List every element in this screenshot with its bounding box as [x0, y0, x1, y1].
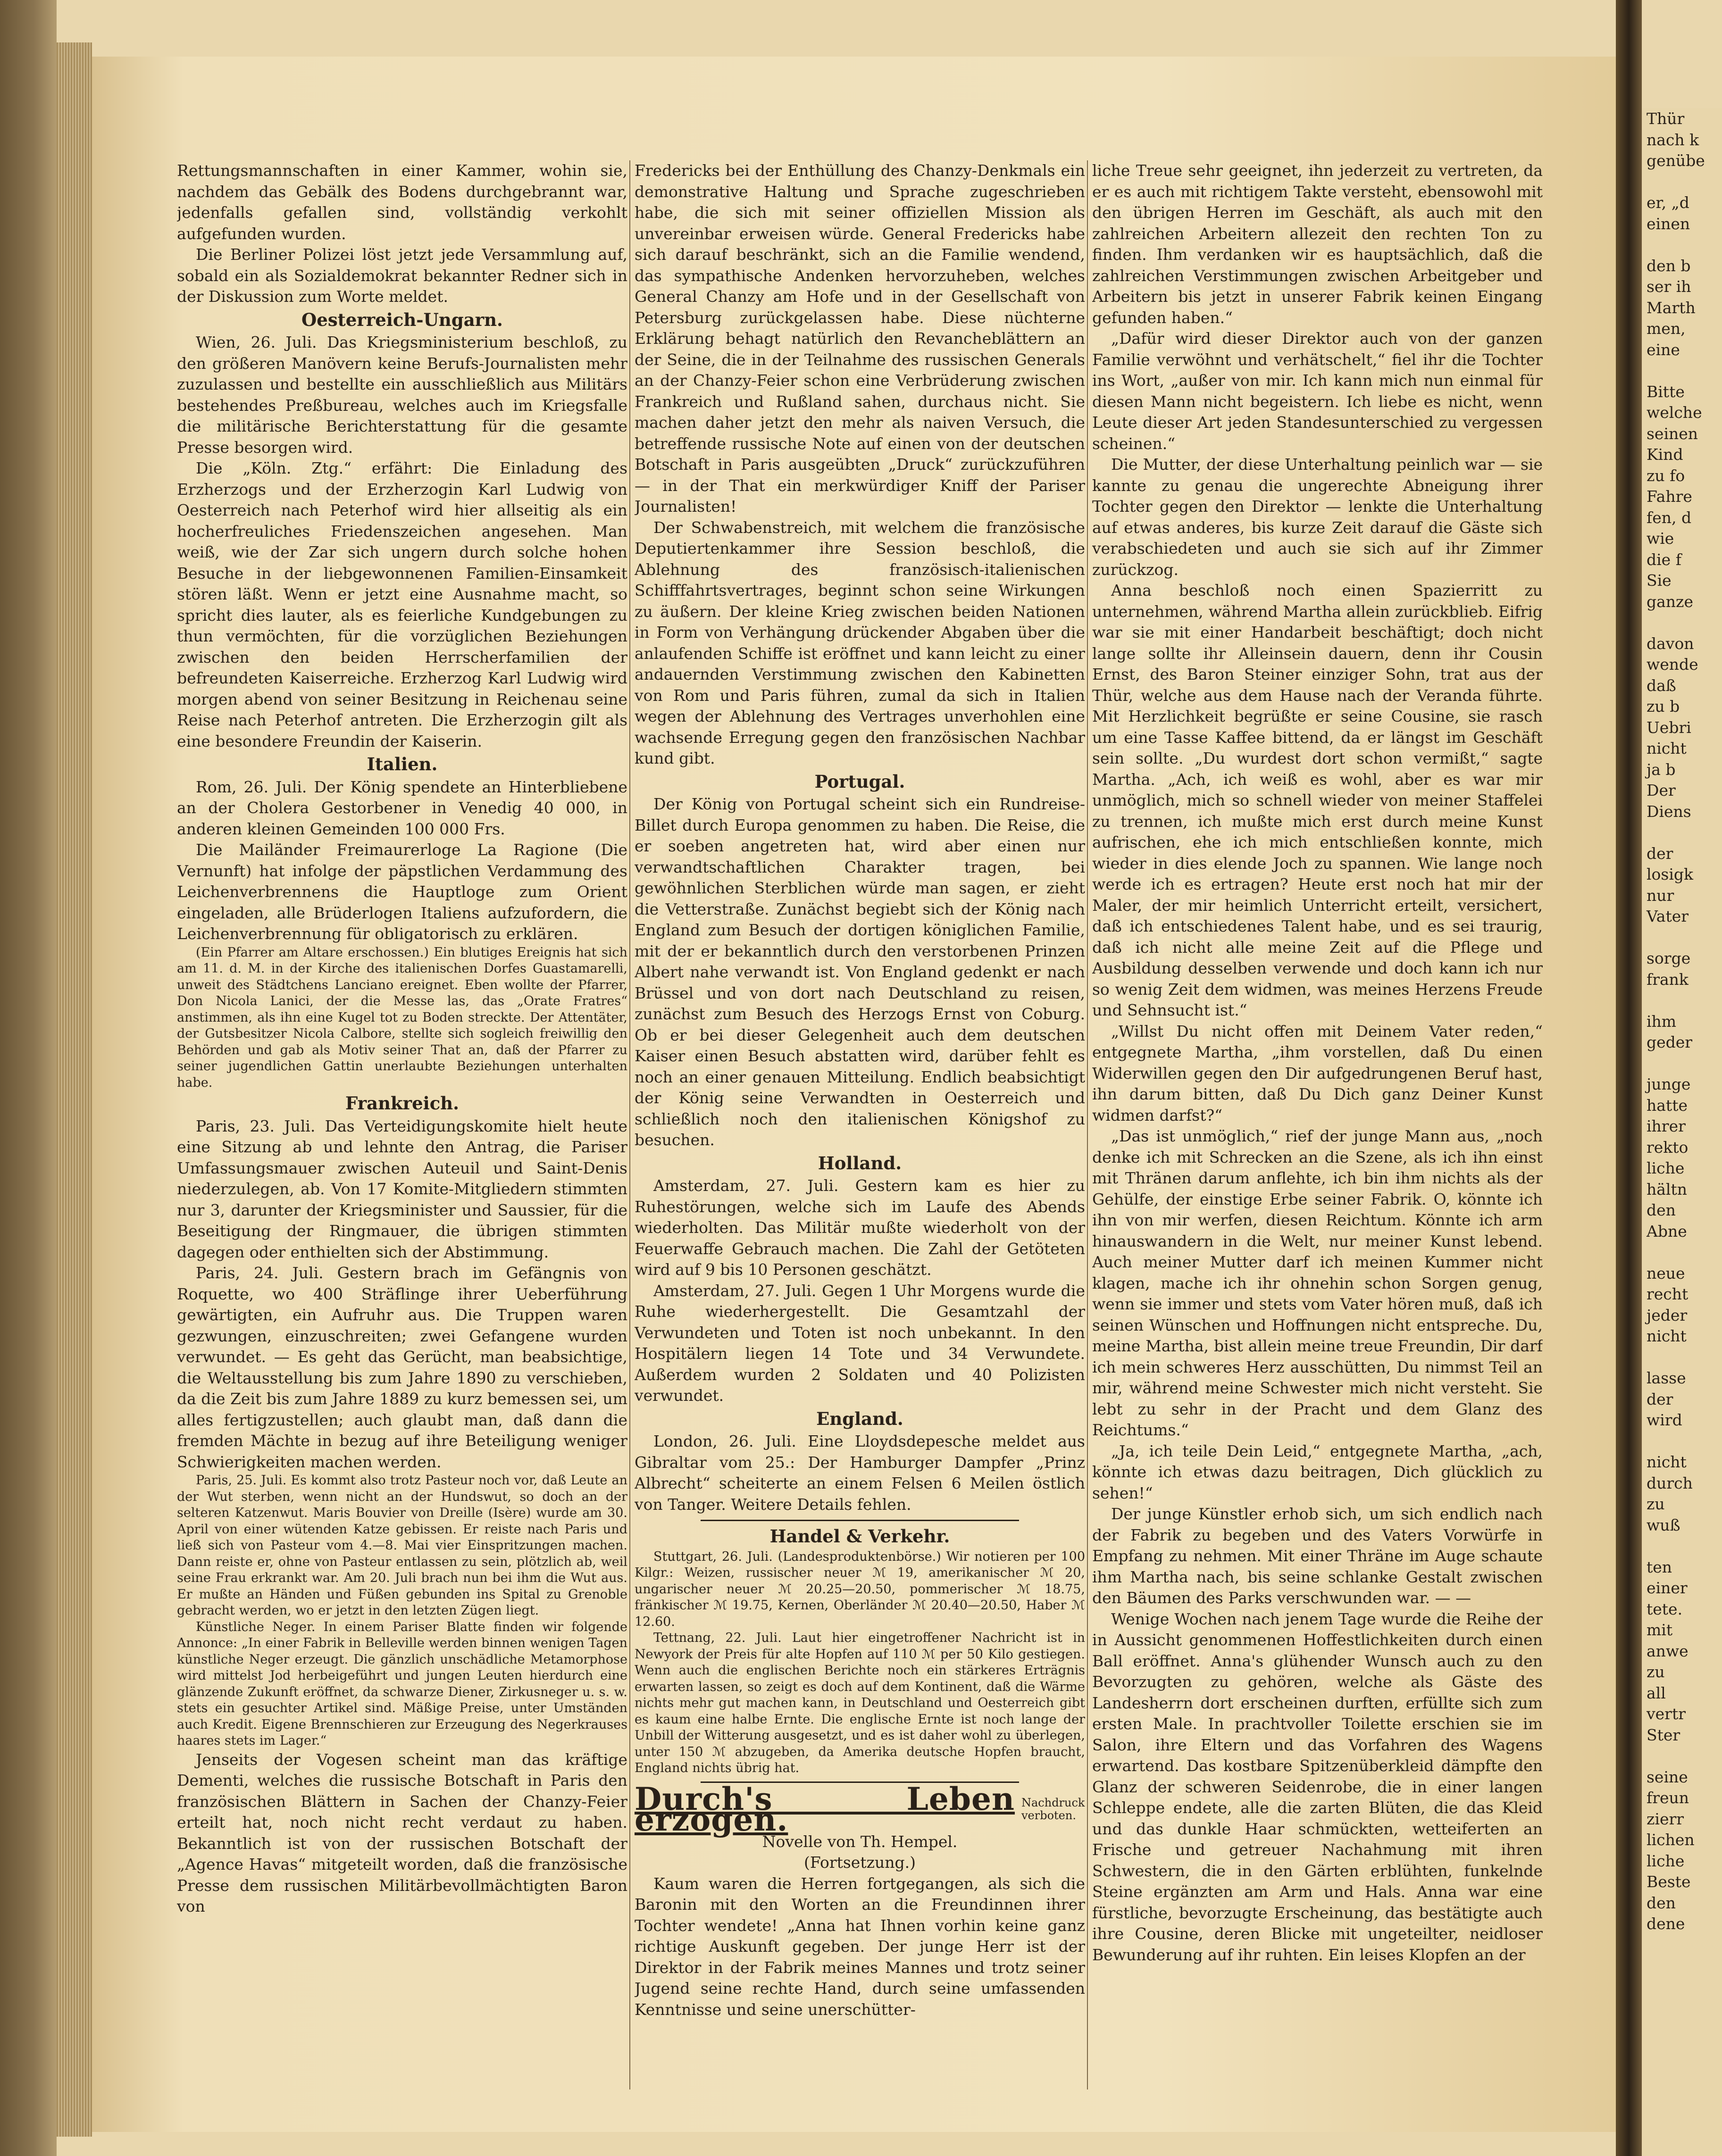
next-page-fragment: nur [1647, 886, 1674, 905]
next-page-fragment: Der [1647, 781, 1676, 799]
next-page-fragment: seine [1647, 1767, 1688, 1786]
article-paragraph: Die „Köln. Ztg.“ erfährt: Die Einladung des Erzherzogs und der Erzherzogin Karl Ludwig von Oesterreich nach Peterhof wird hier allseitig als ein hocherfreuliches Friedenszeichen angesehen. Man weiß, wie der Zar sich ungern durch solche hohen Besuche in der liebgewonnenen Familien-Einsamkeit stören läßt. Wenn er jetzt eine Ausnahme macht, so spricht dies lauter, als es feierliche Kundgebungen zu thun vermöchten, für die vorzüglichen Beziehungen zwischen den beiden Herrscherfamilien der befreundeten Kaiserreiche. Erzherzog Karl Ludwig wird morgen abend von seiner Besitzung in Reichenau seine Reise nach Peterhof antreten. Die Erzherzogin gilt als eine besondere Freundin der Kaiserin. [177, 459, 627, 750]
next-page-fragment: seinen [1647, 424, 1698, 443]
next-page-fragment: Kind [1647, 445, 1683, 464]
news-column-2 [635, 160, 1085, 2089]
next-page-fragment [1647, 612, 1722, 633]
next-page-fragment: frank [1647, 970, 1689, 989]
article-paragraph: Die Berliner Polizei löst jetzt jede Versammlung auf, sobald ein als Sozialdemokrat bekannter Redner sich in der Diskussion zum Worte meldet. [177, 245, 627, 306]
next-page-fragment: den [1647, 1893, 1676, 1912]
article-paragraph: Der junge Künstler erhob sich, um sich endlich nach der Fabrik zu begeben und des Vaters Vorwürfe in Empfang zu nehmen. Mit einer Thräne im Auge schaute ihm Martha nach, bis seine schlanke Gestalt zwischen den Bäumen des Parks verschwunden war. — — [1092, 1505, 1543, 1607]
next-page-fragment: losigk [1647, 865, 1694, 883]
article-paragraph: „Dafür wird dieser Direktor auch von der ganzen Familie verwöhnt und verhätschelt,“ fiel ihr die Tochter ins Wort, „außer von mir. Ich kann mich nun einmal für diesen Mann nicht begeistern. Ich liebe es nicht, wenn Leute dieser Art jeden Standesunterschied zu vergessen scheinen.“ [1092, 329, 1543, 453]
news-column-3 [1092, 160, 1543, 2089]
next-page-fragment: wird [1647, 1411, 1682, 1429]
article-paragraph: Wenige Wochen nach jenem Tage wurde die Reihe der in Aussicht genommenen Hoffestlichkeiten durch einen Ball eröffnet. Anna's glühender Wunsch auch zu den Bevorzugten zu gehören, welche als Gäste des Landesherrn dort erscheinen durften, erfüllte sich zum ersten Male. In prachtvoller Toilette erschien sie im Salon, ihre Eltern und das Vorfahren des Wagens erwartend. Das kostbare Spitzenüberkleid dämpfte den Glanz der schweren Seidenrobe, die in einer langen Schleppe endete, alle die zarten Blüten, die das Kleid und das dunkle Haar schmückten, wetteiferten an Frische und getreuer Nachahmung mit ihren Schwestern, die in den Gärten erblühten, funkelnde Steine ergänzten am Arm und Hals. Anna war eine fürstliche, bevorzugte Erscheinung, das bestätigte auch ihre Cousine, deren Blicke mit ungeteilter, neidloser Bewunderung auf ihr ruhten. Ein leises Klopfen an der [1092, 1609, 1543, 1964]
next-page-fragment: recht [1647, 1285, 1689, 1303]
next-page-fragment: hältn [1647, 1180, 1687, 1199]
article-paragraph: Jenseits der Vogesen scheint man das kräftige Dementi, welches die russische Botschaft in Paris den französischen Blättern in Sachen der Chanzy-Feier erteilt hat, noch nicht recht verdaut zu haben. Bekanntlich ist von der russischen Botschaft der „Agence Havas“ mitgeteilt worden, daß die französische Presse dem russischen Militärbevollmächtigten Baron von [177, 1750, 627, 1915]
next-page-fragment: dene [1647, 1915, 1685, 1933]
next-page-fragment: Diens [1647, 802, 1691, 821]
byline: Novelle von Th. Hempel. [762, 1832, 958, 1851]
news-brief: Künstliche Neger. In einem Pariser Blatte finden wir folgende Annonce: „In einer Fabrik in Belleville werden binnen wenigen Tagen künstliche Neger erzeugt. Die gänzlich unschädliche Metamorphose wird mittelst Jod herbeigeführt und jungen Leuten hierdurch eine glänzende Zukunft eröffnet, da schwarze Diener, Zirkusneger u. s. w. stets ein gesuchter Artikel sind. Mäßige Preise, unter Umständen auch Kredit. Eigene Brennschieren zur Erzeugung des Negerkrauses haares stets im Lager.“ [177, 1619, 627, 1748]
next-page-fragment: nicht [1647, 1327, 1687, 1345]
article-paragraph: liche Treue sehr geeignet, ihn jederzeit zu vertreten, da er es auch mit richtigem Takte versteht, ebensowohl mit den übrigen Herren im Geschäft, als auch mit den zahlreichen Arbeitern allezeit den rechten Ton zu finden. Ihm verdanken wir es hauptsächlich, daß die zahlreichen Verstimmungen zwischen Arbeitgeber und Arbeitern bis jetzt in unserer Fabrik keinen Eingang gefunden haben.“ [1092, 161, 1543, 327]
next-page-fragment: genübe [1647, 151, 1705, 170]
next-page-fragment: einer [1647, 1579, 1688, 1597]
scan-background [0, 0, 57, 2156]
next-page-fragment: ja b [1647, 760, 1676, 779]
article-paragraph: Amsterdam, 27. Juli. Gestern kam es hier zu Ruhestörungen, welche sich im Laufe des Abends wiederholten. Das Militär mußte wiederholt von der Feuerwaffe Gebrauch machen. Die Zahl der Getöteten wird auf 9 bis 10 Personen geschätzt. [635, 1176, 1085, 1279]
next-page-fragment: zu b [1647, 697, 1680, 716]
next-page-edge [1642, 108, 1722, 2156]
next-page-fragment: Fahre [1647, 487, 1692, 506]
next-page-fragment: ser ih [1647, 277, 1691, 296]
article-paragraph: Amsterdam, 27. Juli. Gegen 1 Uhr Morgens wurde die Ruhe wiederhergestellt. Die Gesamtzahl der Verwundeten und Toten ist noch unbekannt. In den Hospitälern liegen 14 Tote und 34 Verwundete. Außerdem wurden 2 Soldaten und 40 Polizisten verwundet. [635, 1281, 1085, 1405]
next-page-fragment: hatte [1647, 1096, 1688, 1115]
next-page-fragment: mit [1647, 1621, 1673, 1639]
next-page-fragment: ihrer [1647, 1117, 1686, 1135]
byline: (Fortsetzung.) [804, 1853, 916, 1872]
article-paragraph: Paris, 24. Juli. Gestern brach im Gefängnis von Roquette, wo 400 Sträflinge ihrer Ueberführung gewärtigten, ein Aufruhr aus. Die Truppen waren gezwungen, einzuschreiten; zwei Gefangene wurden verwundet. — Es geht das Gerücht, man beabsichtige, die Weltausstellung bis zum Jahre 1890 zu verschieben, da die Zeit bis zum Jahre 1889 zu kurz bemessen sei, um alles fertigzustellen; auch glaubt man, daß dann die fremden Mächte in bezug auf ihre Beteiligung weniger Schwierigkeiten machen werden. [177, 1264, 627, 1471]
article-paragraph: „Willst Du nicht offen mit Deinem Vater reden,“ entgegnete Martha, „ihm vorstellen, daß Du einen Widerwillen gegen den Dir aufgedrungenen Beruf hast, ihn darum bitten, daß Du Dich ganz Deiner Kunst widmen darfst?“ [1092, 1022, 1543, 1124]
next-page-fragment: daß [1647, 676, 1676, 695]
next-page-fragment: wie [1647, 529, 1674, 548]
next-page-fragment: sorge [1647, 949, 1691, 967]
news-column-1 [177, 160, 627, 2089]
article-paragraph: Wien, 26. Juli. Das Kriegsministerium beschloß, zu den größeren Manövern keine Berufs-Journalisten mehr zuzulassen und bestellte ein ausschließlich aus Militärs bestehendes Preßbureau, welches auch im Kriegsfalle die militärische Berichterstattung für die gesamte Presse besorgen wird. [177, 333, 627, 457]
article-paragraph: Fredericks bei der Enthüllung des Chanzy-Denkmals ein demonstrative Haltung und Sprache zugeschrieben habe, die sich mit seiner offiziellen Mission als unvereinbar erweisen würde. General Fredericks habe sich darauf beschränkt, sich an die Familie wendend, das sympathische Andenken hervorzuheben, welches General Chanzy am Hofe und in der Gesellschaft von Petersburg zurückgelassen habe. Diese nüchterne Erklärung behagt natürlich den Revancheblättern an der Seine, die in der Teilnahme des russischen Generals an der Chanzy-Feier schon eine Verbrüderung zwischen Frankreich und Rußland sahen, durchaus nicht. Sie machen daher jetzt den mehr als naiven Versuch, die betreffende russische Note auf einen von der deutschen Botschaft in Paris ausgeübten „Druck“ zurückzuführen — in der That ein merkwürdiger Kniff der Pariser Journalisten! [635, 161, 1085, 516]
next-page-fragment: lichen [1647, 1831, 1695, 1849]
next-page-fragment: liche [1647, 1159, 1685, 1177]
next-page-fragment: geder [1647, 1033, 1693, 1051]
next-page-fragment: zu [1647, 1495, 1665, 1513]
next-page-fragment: den b [1647, 256, 1691, 275]
next-page-fragment [1647, 1431, 1722, 1452]
next-page-fragment: vertr [1647, 1705, 1686, 1723]
next-page-fragment: eine [1647, 340, 1680, 359]
next-page-fragment [1647, 1536, 1722, 1557]
feuilleton-title: Durch's Leben erzogen. [635, 1780, 1015, 1838]
next-page-fragment: lasse [1647, 1369, 1686, 1387]
next-page-fragment: Beste [1647, 1873, 1691, 1891]
book-gutter [1616, 0, 1642, 2156]
section-heading: England. [816, 1408, 903, 1429]
next-page-fragment: nicht [1647, 739, 1687, 758]
article-paragraph: Rettungsmannschaften in einer Kammer, wohin sie, nachdem das Gebälk des Bodens durchgebrannt war, jedenfalls gefallen sind, vollständig verkohlt aufgefunden wurden. [177, 161, 627, 243]
next-page-fragment: Thür [1647, 109, 1685, 128]
section-heading: Italien. [367, 754, 438, 774]
next-page-fragment [1647, 927, 1722, 949]
article-paragraph: Der König von Portugal scheint sich ein Rundreise-Billet durch Europa genommen zu haben. Die Reise, die er soeben angetreten hat, wird aber einen nur verwandtschaftlichen Charakter tragen, bei gewöhnlichen Sterblichen würde man sagen, er zieht die Vetterstraße. Zunächst begiebt sich der König nach England zum Besuch der dortigen königlichen Familie, mit der er bekanntlich durch den verstorbenen Prinzen Albert nahe verwandt ist. Von England gedenkt er nach Brüssel und von dort nach Deutschland zu reisen, zunächst zum Besuch des Herzogs Ernst von Coburg. Ob er bei dieser Gelegenheit auch dem deutschen Kaiser einen Besuch abstatten wird, darüber fehlt es noch an einer genauen Mitteilung. Endlich beabsichtigt der König seine Verwandten in Oesterreich und schließlich noch den italienischen Königshof zu besuchen. [635, 795, 1085, 1149]
section-divider [701, 1520, 1019, 1521]
news-brief: Stuttgart, 26. Juli. (Landesproduktenbörse.) Wir notieren per 100 Kilgr.: Weizen, russischer neuer ℳ 19, amerikanischer ℳ 20, ungarischer neuer ℳ 20.25—20.50, pommerischer ℳ 18.75, fränkischer ℳ 19.75, Kernen, Oberländer ℳ 20.40—20.50, Haber ℳ 12.60. [635, 1549, 1085, 1629]
next-page-fragment: Bitte [1647, 382, 1685, 401]
next-page-fragment: ganze [1647, 592, 1693, 611]
next-page-fragment [1647, 1242, 1722, 1263]
next-page-fragment [1647, 234, 1722, 256]
next-page-fragment: Abne [1647, 1222, 1687, 1240]
book-edge [57, 42, 92, 2137]
next-page-fragment: zu fo [1647, 466, 1685, 485]
next-page-fragment: der [1647, 844, 1673, 863]
next-page-fragment: nicht [1647, 1453, 1687, 1471]
next-page-fragment: Vater [1647, 907, 1689, 925]
next-page-fragment: nach k [1647, 130, 1699, 149]
next-page-fragment: tete. [1647, 1599, 1683, 1618]
column-rule [629, 160, 630, 2089]
article-paragraph: „Ja, ich teile Dein Leid,“ entgegnete Martha, „ach, könnte ich etwas dazu beitragen, Dich glücklich zu sehen!“ [1092, 1441, 1543, 1502]
next-page-fragment [1647, 172, 1722, 193]
next-page-fragment: durch [1647, 1473, 1693, 1492]
next-page-fragment: men, [1647, 319, 1686, 338]
section-heading: Holland. [818, 1152, 902, 1174]
article-paragraph: Die Mailänder Freimaurerloge La Ragione (Die Vernunft) hat infolge der päpstlichen Verdammung des Leichenverbrennens die Hauptloge zum Orient eingeladen, alle Brüderlogen Italiens aufzufordern, die Leichenverbrennung für obligatorisch zu erklären. [177, 841, 627, 943]
article-paragraph: Der Schwabenstreich, mit welchem die französische Deputiertenkammer ihre Session beschloß, die Ablehnung des französisch-italienischen Schifffahrtsvertrages, beginnt schon seine Wirkungen zu äußern. Der kleine Krieg zwischen beiden Nationen in Form von Verhängung drückender Abgaben über die anlaufenden Schiffe ist eröffnet und kann leicht zu einer andauernden Verstimmung zwischen den Kabinetten von Rom und Paris führen, zumal da sich in Italien wegen der Ablehnung des Vertrages unverhohlen eine wachsende Erregung gegen den französischen Nachbar kund gibt. [635, 518, 1085, 767]
next-page-fragment: rekto [1647, 1138, 1689, 1157]
next-page-fragment: zu [1647, 1663, 1665, 1681]
next-page-fragment: der [1647, 1390, 1673, 1408]
news-brief: Tettnang, 22. Juli. Laut hier eingetroffener Nachricht ist in Newyork der Preis für alte Hopfen auf 110 ℳ per 50 Kilo gestiegen. Wenn auch die englischen Berichte noch ein stärkeres Erträgnis erwarten lassen, so zeigt es doch auf dem Kontinent, daß die Wärme nichts mehr gut machen kann, in Deutschland und Oesterreich gibt es kaum eine halbe Ernte. Die englische Ernte ist noch lange der Unbill der Witterung ausgesetzt, und es ist daher wohl zu überlegen, unter 150 ℳ abzugeben, da Amerika deutsche Hopfen braucht, England nichts übrig hat. [635, 1631, 1085, 1775]
article-paragraph: Anna beschloß noch einen Spazierritt zu unternehmen, während Martha allein zurückblieb. Eifrig war sie mit einer Handarbeit beschäftigt; doch nicht lange sollte ihr Alleinsein dauern, denn ihr Cousin Ernst, des Baron Steiner einziger Sohn, trat aus der Thür, welche aus dem Hause nach der Veranda führte. Mit Herzlichkeit begrüßte er seine Cousine, sie rasch um eine Tasse Kaffee bittend, da er längst im Geschäft sein sollte. „Du wurdest dort schon vermißt,“ sagte Martha. „Ach, ich weiß es wohl, aber es war mir unmöglich, mich so schnell wieder von meiner Staffelei zu trennen, ich mußte mich erst durch meine Kunst aufrischen, ehe ich mich entschließen konnte, mich wieder in dies elende Joch zu spannen. Wie lange noch werde ich es ertragen? Heute erst noch hat mir der Maler, der mir heimlich Unterricht erteilt, versichert, daß ich entschiedenes Talent habe, und es sei traurig, daß ich nicht alle meine Zeit auf die Pflege und Ausbildung desselben verwende und doch kann ich nur so wenig Zeit dem widmen, was meines Herzens Freude und Sehnsucht ist.“ [1092, 581, 1543, 1019]
section-heading: Handel & Verkehr. [769, 1526, 950, 1547]
column-rule [1087, 160, 1088, 2089]
next-page-fragment: junge [1647, 1075, 1691, 1093]
next-page-fragment: Uebri [1647, 718, 1691, 737]
next-page-fragment: anwe [1647, 1641, 1689, 1660]
news-brief: (Ein Pfarrer am Altare erschossen.) Ein blutiges Ereignis hat sich am 11. d. M. in der Kirche des italienischen Dorfes Guastamarelli, unweit des Städtchens Lanciano ereignet. Eben wollte der Pfarrer, Don Nicola Lanici, der die Messe las, das „Orate Fratres“ anstimmen, als ihn eine Kugel tot zu Boden streckte. Der Attentäter, der Gutsbesitzer Nicola Calbore, stellte sich sogleich freiwillig den Behörden und gab als Motiv seiner That an, daß der Pfarrer zu seiner jugendlichen Gattin unerlaubte Beziehungen unterhalten habe. [177, 945, 627, 1090]
next-page-fragment [1647, 360, 1722, 382]
next-page-fragment: zierr [1647, 1809, 1684, 1828]
news-brief: Paris, 25. Juli. Es kommt also trotz Pasteur noch vor, daß Leute an der Wut sterben, wenn nicht an der Hundswut, so doch an der selteren Katzenwut. Maris Bouvier von Dreille (Isère) wurde am 30. April von einer wütenden Katze gebissen. Er reiste nach Paris und ließ sich von Pasteur vom 4.—8. Mai vier Einspritzungen machen. Dann reiste er, ohne von Pasteur entlassen zu sein, plötzlich ab, weil seine Frau erkrankt war. Am 20. Juli brach nun bei ihm die Wut aus. Er mußte an Händen und Füßen gebunden ins Spital zu Grenoble gebracht werden, wo er jetzt in den letzten Zügen liegt. [177, 1473, 627, 1618]
next-page-fragment: den [1647, 1201, 1676, 1219]
section-heading: Frankreich. [345, 1093, 460, 1114]
article-paragraph: Kaum waren die Herren fortgegangen, als sich die Baronin mit den Worten an die Freundinnen ihrer Tochter wendete! „Anna hat Ihnen vorhin keine ganz richtige Auskunft gegeben. Der junge Herr ist der Direktor in der Fabrik meines Mannes und trotz seiner Jugend seine rechte Hand, durch seine umfassenden Kenntnisse und seine unerschütter- [635, 1874, 1085, 2019]
section-heading: Oesterreich-Ungarn. [301, 309, 503, 330]
feuilleton-header [635, 1780, 1085, 1838]
next-page-fragment: fen, d [1647, 508, 1692, 527]
next-page-fragment [1647, 1053, 1722, 1074]
next-page-fragment: all [1647, 1683, 1666, 1702]
next-page-fragment [1647, 1746, 1722, 1767]
next-page-fragment: welche [1647, 403, 1702, 422]
next-page-fragment: er, „d [1647, 193, 1689, 212]
article-paragraph: „Das ist unmöglich,“ rief der junge Mann aus, „noch denke ich mit Schrecken an die Szene, als ich ihn einst mit Thränen darum anflehte, ich bin ihm nichts als der Gehülfe, der einstige Erbe seiner Fabrik. O, könnte ich ihn von mir werfen, diesen Reichtum. Könnte ich arm hinauswandern in die Welt, nur meiner Kunst lebend. Auch meiner Mutter darf ich meinen Kummer nicht klagen, mache ich ihr ohnehin schon Sorgen genug, wenn sie immer und stets vom Vater hören muß, daß ich seinen Wünschen und Hoffnungen nicht entspreche. Du, meine Martha, bist allein meine treue Freundin, Dir darf ich mein schweres Herz ausschütten, Du nimmst Teil an mir, während meine Schwester mich nicht versteht. Sie lebt zu sehr in der Pracht und dem Glanz des Reichtums.“ [1092, 1127, 1543, 1439]
next-page-fragment: wende [1647, 655, 1698, 674]
next-page-fragment: Marth [1647, 298, 1696, 317]
reprint-notice: Nachdruck verboten. [1021, 1796, 1085, 1822]
next-page-fragment [1647, 1347, 1722, 1368]
next-page-fragment: jeder [1647, 1306, 1688, 1324]
article-paragraph: Rom, 26. Juli. Der König spendete an Hinterbliebene an der Cholera Gestorbener in Venedig 40 000, in anderen kleinen Gemeinden 100 000 Frs. [177, 777, 627, 838]
next-page-fragment: freun [1647, 1789, 1689, 1807]
next-page-fragment: ten [1647, 1557, 1672, 1576]
next-page-fragment: wuß [1647, 1515, 1680, 1534]
article-paragraph: Die Mutter, der diese Unterhaltung peinlich war — sie kannte zu genau die ungerechte Abneigung ihrer Tochter gegen den Direktor — lenkte die Unterhaltung auf etwas anderes, bis kurze Zeit darauf die Gäste sich verabschiedeten und auch sie sich auf ihr Zimmer zurückzog. [1092, 455, 1543, 579]
next-page-fragment: neue [1647, 1264, 1685, 1282]
next-page-fragment: davon [1647, 634, 1694, 653]
next-page-fragment: Sie [1647, 571, 1672, 590]
next-page-fragment: ihm [1647, 1012, 1677, 1031]
section-heading: Portugal. [814, 771, 905, 792]
article-paragraph: Paris, 23. Juli. Das Verteidigungskomite hielt heute eine Sitzung ab und lehnte den Antrag, die Pariser Umfassungsmauer zwischen Auteuil und Saint-Denis niederzulegen, ab. Von 17 Komite-Mitgliedern stimmten nur 3, darunter der Kriegsminister und Saussier, für die Beseitigung der Ringmauer, die übrigen stimmten dagegen oder enthielten sich der Abstimmung. [177, 1116, 627, 1261]
next-page-fragment: einen [1647, 214, 1690, 233]
next-page-fragment: Ster [1647, 1725, 1680, 1744]
next-page-fragment [1647, 822, 1722, 843]
article-paragraph: London, 26. Juli. Eine Lloydsdepesche meldet aus Gibraltar vom 25.: Der Hamburger Dampfer „Prinz Albrecht“ scheiterte an einem Felsen 6 Meilen östlich von Tanger. Weitere Details fehlen. [635, 1432, 1085, 1514]
next-page-fragment [1647, 990, 1722, 1011]
next-page-fragment: die f [1647, 550, 1681, 569]
next-page-fragment: liche [1647, 1851, 1685, 1870]
